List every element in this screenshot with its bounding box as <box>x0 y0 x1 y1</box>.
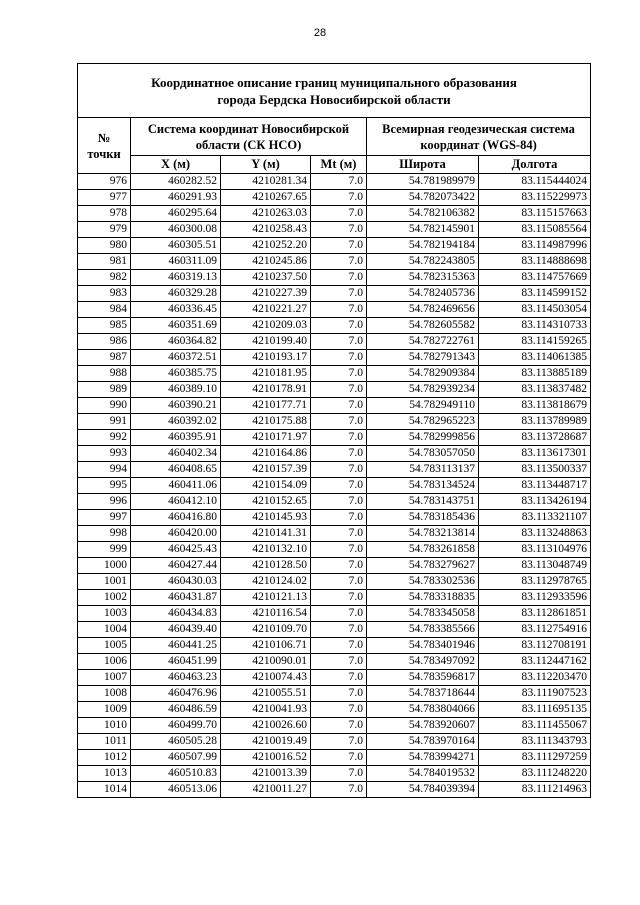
y-cell: 4210026.60 <box>221 718 311 734</box>
table-row <box>78 462 591 478</box>
point-number-cell: 1003 <box>78 606 131 622</box>
longitude-cell: 83.115085564 <box>479 222 591 238</box>
latitude-cell: 54.782722761 <box>367 334 479 350</box>
longitude-cell: 83.113728687 <box>479 430 591 446</box>
mt-cell: 7.0 <box>311 574 367 590</box>
longitude-cell: 83.114061385 <box>479 350 591 366</box>
y-cell: 4210199.40 <box>221 334 311 350</box>
mt-cell: 7.0 <box>311 542 367 558</box>
latitude-cell: 54.783261858 <box>367 542 479 558</box>
table-row <box>78 222 591 238</box>
point-number-cell: 983 <box>78 286 131 302</box>
mt-cell: 7.0 <box>311 526 367 542</box>
table-row <box>78 766 591 782</box>
x-cell: 460441.25 <box>131 638 221 654</box>
point-number-header-line-2: точки <box>87 146 121 161</box>
table-row <box>78 190 591 206</box>
mt-cell: 7.0 <box>311 734 367 750</box>
nso-system-header <box>131 118 367 156</box>
point-number-cell: 998 <box>78 526 131 542</box>
wgs-system-header-line-1: Всемирная геодезическая система <box>382 121 575 136</box>
y-cell: 4210258.43 <box>221 222 311 238</box>
longitude-cell: 83.112754916 <box>479 622 591 638</box>
y-cell: 4210011.27 <box>221 782 311 798</box>
y-cell: 4210141.31 <box>221 526 311 542</box>
point-number-cell: 1004 <box>78 622 131 638</box>
longitude-cell: 83.112708191 <box>479 638 591 654</box>
point-number-cell: 991 <box>78 414 131 430</box>
x-cell: 460336.45 <box>131 302 221 318</box>
table-row <box>78 350 591 366</box>
point-number-cell: 1000 <box>78 558 131 574</box>
y-cell: 4210124.02 <box>221 574 311 590</box>
point-number-cell: 986 <box>78 334 131 350</box>
latitude-cell: 54.782791343 <box>367 350 479 366</box>
mt-cell: 7.0 <box>311 558 367 574</box>
table-row <box>78 302 591 318</box>
latitude-cell: 54.782605582 <box>367 318 479 334</box>
point-number-cell: 1012 <box>78 750 131 766</box>
x-cell: 460408.65 <box>131 462 221 478</box>
point-number-cell: 1005 <box>78 638 131 654</box>
x-cell: 460295.64 <box>131 206 221 222</box>
latitude-cell: 54.783385566 <box>367 622 479 638</box>
y-cell: 4210281.34 <box>221 174 311 190</box>
latitude-cell: 54.784039394 <box>367 782 479 798</box>
point-number-cell: 988 <box>78 366 131 382</box>
table-row <box>78 286 591 302</box>
longitude-cell: 83.111695135 <box>479 702 591 718</box>
y-cell: 4210132.10 <box>221 542 311 558</box>
mt-cell: 7.0 <box>311 622 367 638</box>
latitude-cell: 54.783279627 <box>367 558 479 574</box>
y-cell: 4210055.51 <box>221 686 311 702</box>
x-cell: 460425.43 <box>131 542 221 558</box>
mt-cell: 7.0 <box>311 414 367 430</box>
y-cell: 4210157.39 <box>221 462 311 478</box>
x-cell: 460427.44 <box>131 558 221 574</box>
latitude-cell: 54.783401946 <box>367 638 479 654</box>
point-number-cell: 1008 <box>78 686 131 702</box>
mt-cell: 7.0 <box>311 238 367 254</box>
table-title <box>78 64 591 118</box>
x-cell: 460499.70 <box>131 718 221 734</box>
table-title-line-1: Координатное описание границ муниципального образования <box>151 74 517 90</box>
table-row <box>78 542 591 558</box>
latitude-cell: 54.783345058 <box>367 606 479 622</box>
latitude-cell: 54.782315363 <box>367 270 479 286</box>
point-number-cell: 985 <box>78 318 131 334</box>
latitude-cell: 54.783718644 <box>367 686 479 702</box>
mt-cell: 7.0 <box>311 670 367 686</box>
longitude-cell: 83.114599152 <box>479 286 591 302</box>
longitude-cell: 83.114159265 <box>479 334 591 350</box>
y-cell: 4210193.17 <box>221 350 311 366</box>
point-number-cell: 976 <box>78 174 131 190</box>
mt-cell: 7.0 <box>311 286 367 302</box>
y-cell: 4210074.43 <box>221 670 311 686</box>
latitude-cell: 54.783185436 <box>367 510 479 526</box>
table-row <box>78 622 591 638</box>
y-cell: 4210164.86 <box>221 446 311 462</box>
longitude-cell: 83.113789989 <box>479 414 591 430</box>
x-cell: 460402.34 <box>131 446 221 462</box>
x-cell: 460390.21 <box>131 398 221 414</box>
latitude-cell: 54.783113137 <box>367 462 479 478</box>
longitude-cell: 83.111907523 <box>479 686 591 702</box>
longitude-cell: 83.113048749 <box>479 558 591 574</box>
longitude-cell: 83.113104976 <box>479 542 591 558</box>
nso-system-header-line-1: Система координат Новосибирской <box>147 121 350 136</box>
point-number-cell: 993 <box>78 446 131 462</box>
latitude-cell: 54.784019532 <box>367 766 479 782</box>
x-cell: 460513.06 <box>131 782 221 798</box>
latitude-cell: 54.783213814 <box>367 526 479 542</box>
latitude-cell: 54.782145901 <box>367 222 479 238</box>
latitude-cell: 54.782243805 <box>367 254 479 270</box>
x-cell: 460486.59 <box>131 702 221 718</box>
latitude-cell: 54.783318835 <box>367 590 479 606</box>
x-cell: 460329.28 <box>131 286 221 302</box>
table-row <box>78 750 591 766</box>
latitude-cell: 54.783596817 <box>367 670 479 686</box>
table-row <box>78 782 591 798</box>
y-cell: 4210267.65 <box>221 190 311 206</box>
longitude-cell: 83.115229973 <box>479 190 591 206</box>
latitude-cell: 54.782999856 <box>367 430 479 446</box>
wgs-system-header <box>367 118 591 156</box>
mt-cell: 7.0 <box>311 318 367 334</box>
latitude-cell: 54.782949110 <box>367 398 479 414</box>
table-row <box>78 414 591 430</box>
longitude-cell: 83.114888698 <box>479 254 591 270</box>
x-cell: 460463.23 <box>131 670 221 686</box>
table-row <box>78 606 591 622</box>
longitude-cell: 83.114757669 <box>479 270 591 286</box>
point-number-cell: 1009 <box>78 702 131 718</box>
point-number-cell: 977 <box>78 190 131 206</box>
point-number-header <box>78 118 131 174</box>
table-row <box>78 638 591 654</box>
mt-cell: 7.0 <box>311 782 367 798</box>
latitude-cell: 54.783497092 <box>367 654 479 670</box>
x-cell: 460430.03 <box>131 574 221 590</box>
latitude-cell: 54.782965223 <box>367 414 479 430</box>
longitude-cell: 83.114987996 <box>479 238 591 254</box>
y-cell: 4210090.01 <box>221 654 311 670</box>
y-cell: 4210181.95 <box>221 366 311 382</box>
x-cell: 460282.52 <box>131 174 221 190</box>
table-row <box>78 702 591 718</box>
latitude-cell: 54.782106382 <box>367 206 479 222</box>
latitude-cell: 54.783134524 <box>367 478 479 494</box>
mt-cell: 7.0 <box>311 190 367 206</box>
y-cell: 4210016.52 <box>221 750 311 766</box>
mt-cell: 7.0 <box>311 590 367 606</box>
x-cell: 460385.75 <box>131 366 221 382</box>
point-number-cell: 990 <box>78 398 131 414</box>
x-cell: 460420.00 <box>131 526 221 542</box>
mt-cell: 7.0 <box>311 366 367 382</box>
point-number-cell: 1013 <box>78 766 131 782</box>
latitude-cell: 54.783143751 <box>367 494 479 510</box>
table-row <box>78 494 591 510</box>
point-number-cell: 1006 <box>78 654 131 670</box>
table-title-line-2: города Бердска Новосибирской области <box>217 91 451 107</box>
latitude-cell: 54.783057050 <box>367 446 479 462</box>
longitude-cell: 83.112203470 <box>479 670 591 686</box>
point-number-cell: 979 <box>78 222 131 238</box>
x-cell: 460300.08 <box>131 222 221 238</box>
x-cell: 460416.80 <box>131 510 221 526</box>
point-number-cell: 981 <box>78 254 131 270</box>
latitude-cell: 54.783970164 <box>367 734 479 750</box>
y-cell: 4210252.20 <box>221 238 311 254</box>
mt-cell: 7.0 <box>311 222 367 238</box>
latitude-cell: 54.782405736 <box>367 286 479 302</box>
y-cell: 4210121.13 <box>221 590 311 606</box>
mt-cell: 7.0 <box>311 302 367 318</box>
mt-cell: 7.0 <box>311 494 367 510</box>
x-cell: 460439.40 <box>131 622 221 638</box>
y-cell: 4210221.27 <box>221 302 311 318</box>
longitude-cell: 83.113837482 <box>479 382 591 398</box>
y-cell: 4210106.71 <box>221 638 311 654</box>
mt-cell: 7.0 <box>311 254 367 270</box>
table-row <box>78 206 591 222</box>
y-column-header: Y (м) <box>221 156 311 174</box>
latitude-cell: 54.782194184 <box>367 238 479 254</box>
point-number-cell: 1001 <box>78 574 131 590</box>
mt-cell: 7.0 <box>311 446 367 462</box>
table-row <box>78 558 591 574</box>
x-cell: 460451.99 <box>131 654 221 670</box>
longitude-cell: 83.113321107 <box>479 510 591 526</box>
y-cell: 4210171.97 <box>221 430 311 446</box>
mt-cell: 7.0 <box>311 638 367 654</box>
y-cell: 4210128.50 <box>221 558 311 574</box>
longitude-cell: 83.115444024 <box>479 174 591 190</box>
mt-cell: 7.0 <box>311 350 367 366</box>
point-number-cell: 1011 <box>78 734 131 750</box>
y-cell: 4210209.03 <box>221 318 311 334</box>
latitude-cell: 54.783920607 <box>367 718 479 734</box>
wgs-system-header-line-2: координат (WGS-84) <box>420 137 537 152</box>
longitude-cell: 83.112933596 <box>479 590 591 606</box>
point-number-cell: 1010 <box>78 718 131 734</box>
table-row <box>78 382 591 398</box>
longitude-cell: 83.111248220 <box>479 766 591 782</box>
x-cell: 460311.09 <box>131 254 221 270</box>
mt-cell: 7.0 <box>311 398 367 414</box>
longitude-cell: 83.113818679 <box>479 398 591 414</box>
longitude-cell: 83.112447162 <box>479 654 591 670</box>
latitude-cell: 54.782909384 <box>367 366 479 382</box>
y-cell: 4210109.70 <box>221 622 311 638</box>
x-cell: 460291.93 <box>131 190 221 206</box>
longitude-column-header: Долгота <box>479 156 591 174</box>
point-number-cell: 989 <box>78 382 131 398</box>
longitude-cell: 83.113500337 <box>479 462 591 478</box>
longitude-cell: 83.112861851 <box>479 606 591 622</box>
table-row <box>78 430 591 446</box>
latitude-column-header: Широта <box>367 156 479 174</box>
x-cell: 460372.51 <box>131 350 221 366</box>
y-cell: 4210177.71 <box>221 398 311 414</box>
table-row <box>78 510 591 526</box>
point-number-cell: 992 <box>78 430 131 446</box>
x-cell: 460476.96 <box>131 686 221 702</box>
point-number-cell: 997 <box>78 510 131 526</box>
longitude-cell: 83.113248863 <box>479 526 591 542</box>
x-cell: 460507.99 <box>131 750 221 766</box>
mt-cell: 7.0 <box>311 686 367 702</box>
point-number-cell: 984 <box>78 302 131 318</box>
mt-cell: 7.0 <box>311 270 367 286</box>
point-number-header-line-1: № <box>97 130 111 145</box>
point-number-cell: 994 <box>78 462 131 478</box>
table-row <box>78 574 591 590</box>
point-number-cell: 1002 <box>78 590 131 606</box>
x-cell: 460364.82 <box>131 334 221 350</box>
point-number-cell: 995 <box>78 478 131 494</box>
coordinates-table <box>77 63 591 798</box>
x-cell: 460305.51 <box>131 238 221 254</box>
latitude-cell: 54.783302536 <box>367 574 479 590</box>
table-row <box>78 238 591 254</box>
table-row <box>78 366 591 382</box>
mt-column-header: Mt (м) <box>311 156 367 174</box>
y-cell: 4210152.65 <box>221 494 311 510</box>
y-cell: 4210245.86 <box>221 254 311 270</box>
point-number-cell: 1007 <box>78 670 131 686</box>
y-cell: 4210175.88 <box>221 414 311 430</box>
table-row <box>78 334 591 350</box>
longitude-cell: 83.111455067 <box>479 718 591 734</box>
latitude-cell: 54.782073422 <box>367 190 479 206</box>
x-cell: 460392.02 <box>131 414 221 430</box>
y-cell: 4210178.91 <box>221 382 311 398</box>
mt-cell: 7.0 <box>311 334 367 350</box>
mt-cell: 7.0 <box>311 382 367 398</box>
longitude-cell: 83.113426194 <box>479 494 591 510</box>
y-cell: 4210227.39 <box>221 286 311 302</box>
x-cell: 460434.83 <box>131 606 221 622</box>
mt-cell: 7.0 <box>311 430 367 446</box>
longitude-cell: 83.114310733 <box>479 318 591 334</box>
x-column-header: X (м) <box>131 156 221 174</box>
point-number-cell: 980 <box>78 238 131 254</box>
latitude-cell: 54.782469656 <box>367 302 479 318</box>
mt-cell: 7.0 <box>311 718 367 734</box>
table-row <box>78 718 591 734</box>
longitude-cell: 83.111214963 <box>479 782 591 798</box>
point-number-cell: 999 <box>78 542 131 558</box>
mt-cell: 7.0 <box>311 654 367 670</box>
table-row <box>78 670 591 686</box>
mt-cell: 7.0 <box>311 750 367 766</box>
longitude-cell: 83.113885189 <box>479 366 591 382</box>
page-number: 28 <box>313 27 327 39</box>
longitude-cell: 83.111297259 <box>479 750 591 766</box>
table-row <box>78 654 591 670</box>
latitude-cell: 54.781989979 <box>367 174 479 190</box>
mt-cell: 7.0 <box>311 606 367 622</box>
mt-cell: 7.0 <box>311 702 367 718</box>
x-cell: 460395.91 <box>131 430 221 446</box>
y-cell: 4210116.54 <box>221 606 311 622</box>
x-cell: 460411.06 <box>131 478 221 494</box>
nso-system-header-line-2: области (СК НСО) <box>195 137 302 152</box>
table-row <box>78 254 591 270</box>
x-cell: 460351.69 <box>131 318 221 334</box>
longitude-cell: 83.111343793 <box>479 734 591 750</box>
point-number-cell: 996 <box>78 494 131 510</box>
mt-cell: 7.0 <box>311 174 367 190</box>
x-cell: 460510.83 <box>131 766 221 782</box>
x-cell: 460431.87 <box>131 590 221 606</box>
point-number-cell: 982 <box>78 270 131 286</box>
longitude-cell: 83.115157663 <box>479 206 591 222</box>
latitude-cell: 54.783994271 <box>367 750 479 766</box>
x-cell: 460412.10 <box>131 494 221 510</box>
point-number-cell: 978 <box>78 206 131 222</box>
longitude-cell: 83.114503054 <box>479 302 591 318</box>
point-number-cell: 987 <box>78 350 131 366</box>
table-row <box>78 270 591 286</box>
mt-cell: 7.0 <box>311 766 367 782</box>
y-cell: 4210019.49 <box>221 734 311 750</box>
table-row <box>78 174 591 190</box>
table-row <box>78 318 591 334</box>
y-cell: 4210013.39 <box>221 766 311 782</box>
x-cell: 460389.10 <box>131 382 221 398</box>
table-row <box>78 398 591 414</box>
mt-cell: 7.0 <box>311 478 367 494</box>
y-cell: 4210263.03 <box>221 206 311 222</box>
y-cell: 4210154.09 <box>221 478 311 494</box>
table-body <box>78 174 591 798</box>
table-row <box>78 590 591 606</box>
longitude-cell: 83.112978765 <box>479 574 591 590</box>
y-cell: 4210237.50 <box>221 270 311 286</box>
mt-cell: 7.0 <box>311 462 367 478</box>
mt-cell: 7.0 <box>311 510 367 526</box>
longitude-cell: 83.113617301 <box>479 446 591 462</box>
latitude-cell: 54.783804066 <box>367 702 479 718</box>
table-row <box>78 734 591 750</box>
x-cell: 460319.13 <box>131 270 221 286</box>
table-row <box>78 446 591 462</box>
point-number-cell: 1014 <box>78 782 131 798</box>
longitude-cell: 83.113448717 <box>479 478 591 494</box>
x-cell: 460505.28 <box>131 734 221 750</box>
table-row <box>78 478 591 494</box>
table-row <box>78 686 591 702</box>
table-row <box>78 526 591 542</box>
y-cell: 4210041.93 <box>221 702 311 718</box>
latitude-cell: 54.782939234 <box>367 382 479 398</box>
mt-cell: 7.0 <box>311 206 367 222</box>
y-cell: 4210145.93 <box>221 510 311 526</box>
